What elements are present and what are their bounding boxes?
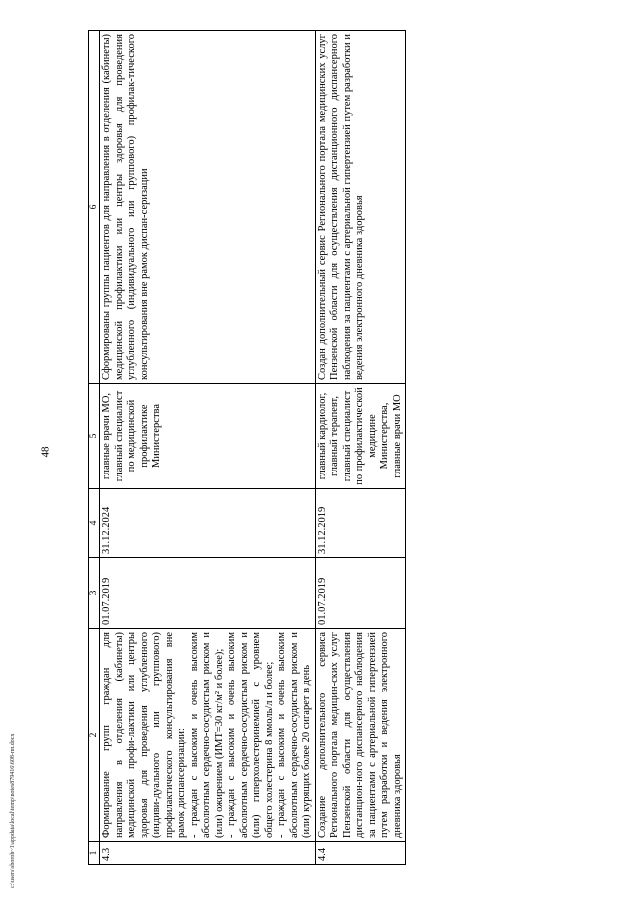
header-col-2: 2 <box>89 629 100 842</box>
header-col-1: 1 <box>89 842 100 865</box>
measure-item: - граждан с высоким и очень высоким абсолютным сердечно-сосудистым риском и (или) гиперхолестеринемией с уровнем общего холестерина 8 ммоль/л и более; <box>226 632 275 838</box>
header-col-5: 5 <box>89 384 100 489</box>
page-number: 48 <box>39 446 52 458</box>
responsible-cell: главные врачи МО, главный специалист по медицинской профилактике Министерства <box>100 384 316 489</box>
row-number: 4.4 <box>315 842 406 865</box>
header-col-6: 6 <box>89 31 100 384</box>
end-date: 31.12.2024 <box>100 489 316 558</box>
header-col-4: 4 <box>89 489 100 558</box>
measure-item: - граждан с высоким и очень высоким абсолютным сердечно-сосудистым риском и (или) курящих более 20 сигарет в день <box>276 632 312 838</box>
table-row <box>100 31 316 865</box>
measure-cell: Создание дополнительного сервиса Регионального портала медицин-ских услуг Пензенской области для осуществления дистанцион-ного диспансерного наблюдения за пациентами с артериальной гипертензией путем разработки и ведения электронного дневника здоровья <box>315 629 406 842</box>
header-col-3: 3 <box>89 558 100 629</box>
table-row <box>315 31 406 865</box>
start-date: 01.07.2019 <box>100 558 316 629</box>
footer-file-path: c:\users\sboroh~1\appdata\local\temp\notes879416\608-пп.docx <box>10 733 16 888</box>
plan-table <box>88 30 406 865</box>
result-cell: Сформированы группы пациентов для направления в отделения (кабинеты) медицинской профилактики или центры здоровья для проведения углубленного (индивидуального или группового) профилак-тического консультирования вне рамок диспан-серизации <box>100 31 316 384</box>
header-row <box>89 31 100 865</box>
result-cell: Создан дополнительный сервис Регионального портала медицинских услуг Пензенской области для осуществления дистанционного диспансерного наблюдения за пациентами с артериальной гипертензией путем разработки и ведения электронного дневника здоровья <box>315 31 406 384</box>
end-date: 31.12.2019 <box>315 489 406 558</box>
responsible-cell: главный кардиолог, главный терапевт, главный специалист по профилактической медицине Министерства, главные врачи МО <box>315 384 406 489</box>
measure-text: Формирование групп граждан для направления в отделения (кабинеты) медицинской профи-лактики или центры здоровья для проведения углубленного (индиви-дуального или группового) профилактического консультирования вне рамок диспансеризации: <box>101 632 187 838</box>
measure-cell <box>100 629 316 842</box>
row-number: 4.3 <box>100 842 316 865</box>
rotated-table-sheet <box>88 30 583 865</box>
measure-item: - граждан с высоким и очень высоким абсолютным сердечно-сосудистым риском и (или) ожирением (ИМТ=30 кг/м² и более); <box>188 632 225 838</box>
start-date: 01.07.2019 <box>315 558 406 629</box>
